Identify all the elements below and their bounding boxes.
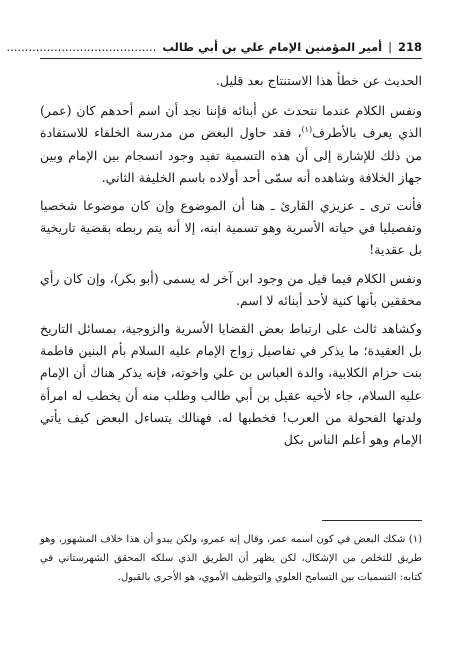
header-separator: | [388,40,392,54]
running-title: أمير المؤمنين الإمام علي بن أبي طالب [162,40,383,54]
paragraph: ونفس الكلام فيما قيل من وجود ابن آخر له يسمى (أبو بكر)، وإن كان رأي محققين بأنها كنية لأحد أبنائه لا اسم. [40,270,422,308]
page-number: 218 [397,40,422,54]
paragraph: فأنت ترى ـ عزيزي القارئ ـ هنا أن الموضوع وإن كان موضوعا شخصيا وتفصيليا في حياته الأسرية وهو تسمية ابنه، إلا أنه يتم ربطه بقضية تاريخية بل عقدية! [40,198,422,258]
footnote-text: (١) شكك البعض في كون اسمه عمر، وقال إنه عمرو، ولكن يبدو أن هذا خلاف المشهور، وهو طريق للتخلص من الإشكال، لكن يظهر أن الطريق الذي سلكه المحقق الشهرستاني في كتابه: التسميات بين التسامح العلوي والتوظيف الأموي، هو الأحرى بالقبول. [40,534,422,583]
footnote-reference[interactable]: (١) [301,125,313,135]
footnote [40,530,422,587]
paragraph: الحديث عن خطأ هذا الاستنتاج بعد قليل. [215,73,422,88]
running-header [6,36,422,59]
paragraph [40,100,422,189]
main-text [40,70,422,457]
paragraph: وكشاهد ثالث على ارتباط بعض القضايا الأسرية والزوجية، بمسائل التاريخ بل العقيدة؛ ما يذكر في تفاصيل زواج الإمام عليه السلام بأم البنين فاطمة بنت حزام الكلابية، والدة العباس بن علي واخوته، فإنه يذكر هناك أن الإمام عليه السلام، جاء لأخيه عقيل بن أبي طالب وطلب منه أن يخطب له امرأة ولدتها الفحولة من العرب! فخطبها له. فهنالك يتساءل البعض كيف يأتي الإمام وهو أعلم الناس بكل [40,321,422,448]
footnote-divider [322,520,422,521]
paragraph-text: ، فقد حاول البعض من مدرسة الخلفاء للاستفادة من ذلك للإشارة إلى أن هذه التسمية تفيد وجود انسجام بين الإمام وبين جهاز الخلافة وشاهده أنه سمّى أحد أولاده باسم الخليفة الثاني. [40,125,422,185]
paragraph-text: ونفس الكلام عندما نتحدث عن أبنائه فإننا نجد أن اسم أحدهم كان (عمر) الذي يعرف بالأطرف [40,103,422,141]
header-dot-leader: ......................................... [6,40,157,54]
